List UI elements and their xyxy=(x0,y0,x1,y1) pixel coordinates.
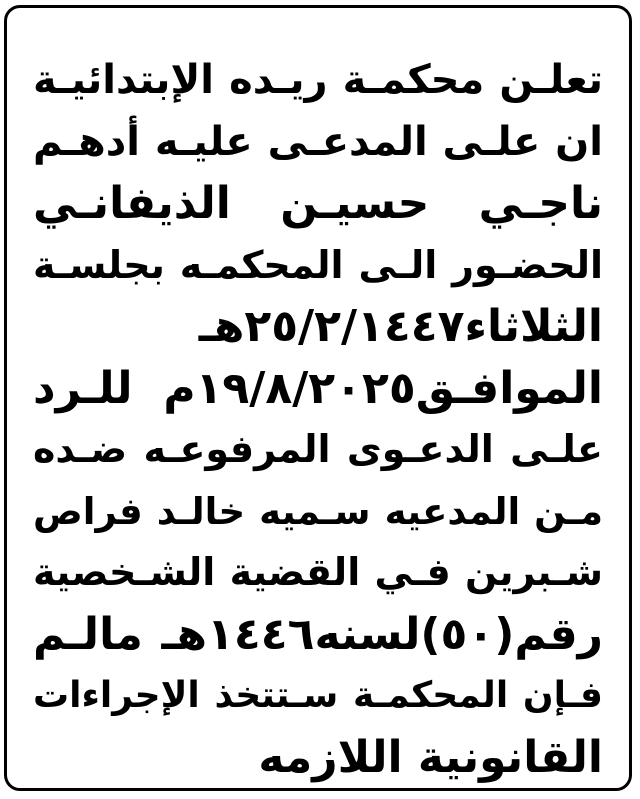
notice-line-1: تعلـن محكمـة ريـده الإبتدائيـة xyxy=(33,57,603,103)
notice-line-7: علـى الدعـوى المرفوعـه ضـده xyxy=(33,427,603,471)
notice-line-2: ان علـى المدعـى عليـه أدهـم xyxy=(33,118,603,165)
notice-line-11: فـإن المحكمـة سـتتخذ الإجراءات xyxy=(33,675,603,716)
notice-line-10: رقم(٥٠)لسنه١٤٤٦هـ مالـم xyxy=(33,608,603,660)
notice-body xyxy=(33,50,603,788)
notice-line-3: ناجـي حسيـن الذيفانـي xyxy=(33,178,603,229)
notice-line-5: الثلاثاء٢٥/٢/١٤٤٧هـ xyxy=(198,301,603,352)
notice-frame xyxy=(4,5,632,791)
notice-line-12: القانونية اللازمه xyxy=(258,731,603,783)
notice-line-6: الموافـق١٩/٨/٢٠٢٥م للـرد xyxy=(33,362,603,414)
notice-line-4: الحضـور الـى المحكمـه بجلسـة xyxy=(33,242,603,287)
notice-line-8: مـن المدعيه سـميه خالـد فراص xyxy=(33,489,603,533)
notice-line-9: شـبرين فـي القضية الشـخصية xyxy=(33,550,603,594)
